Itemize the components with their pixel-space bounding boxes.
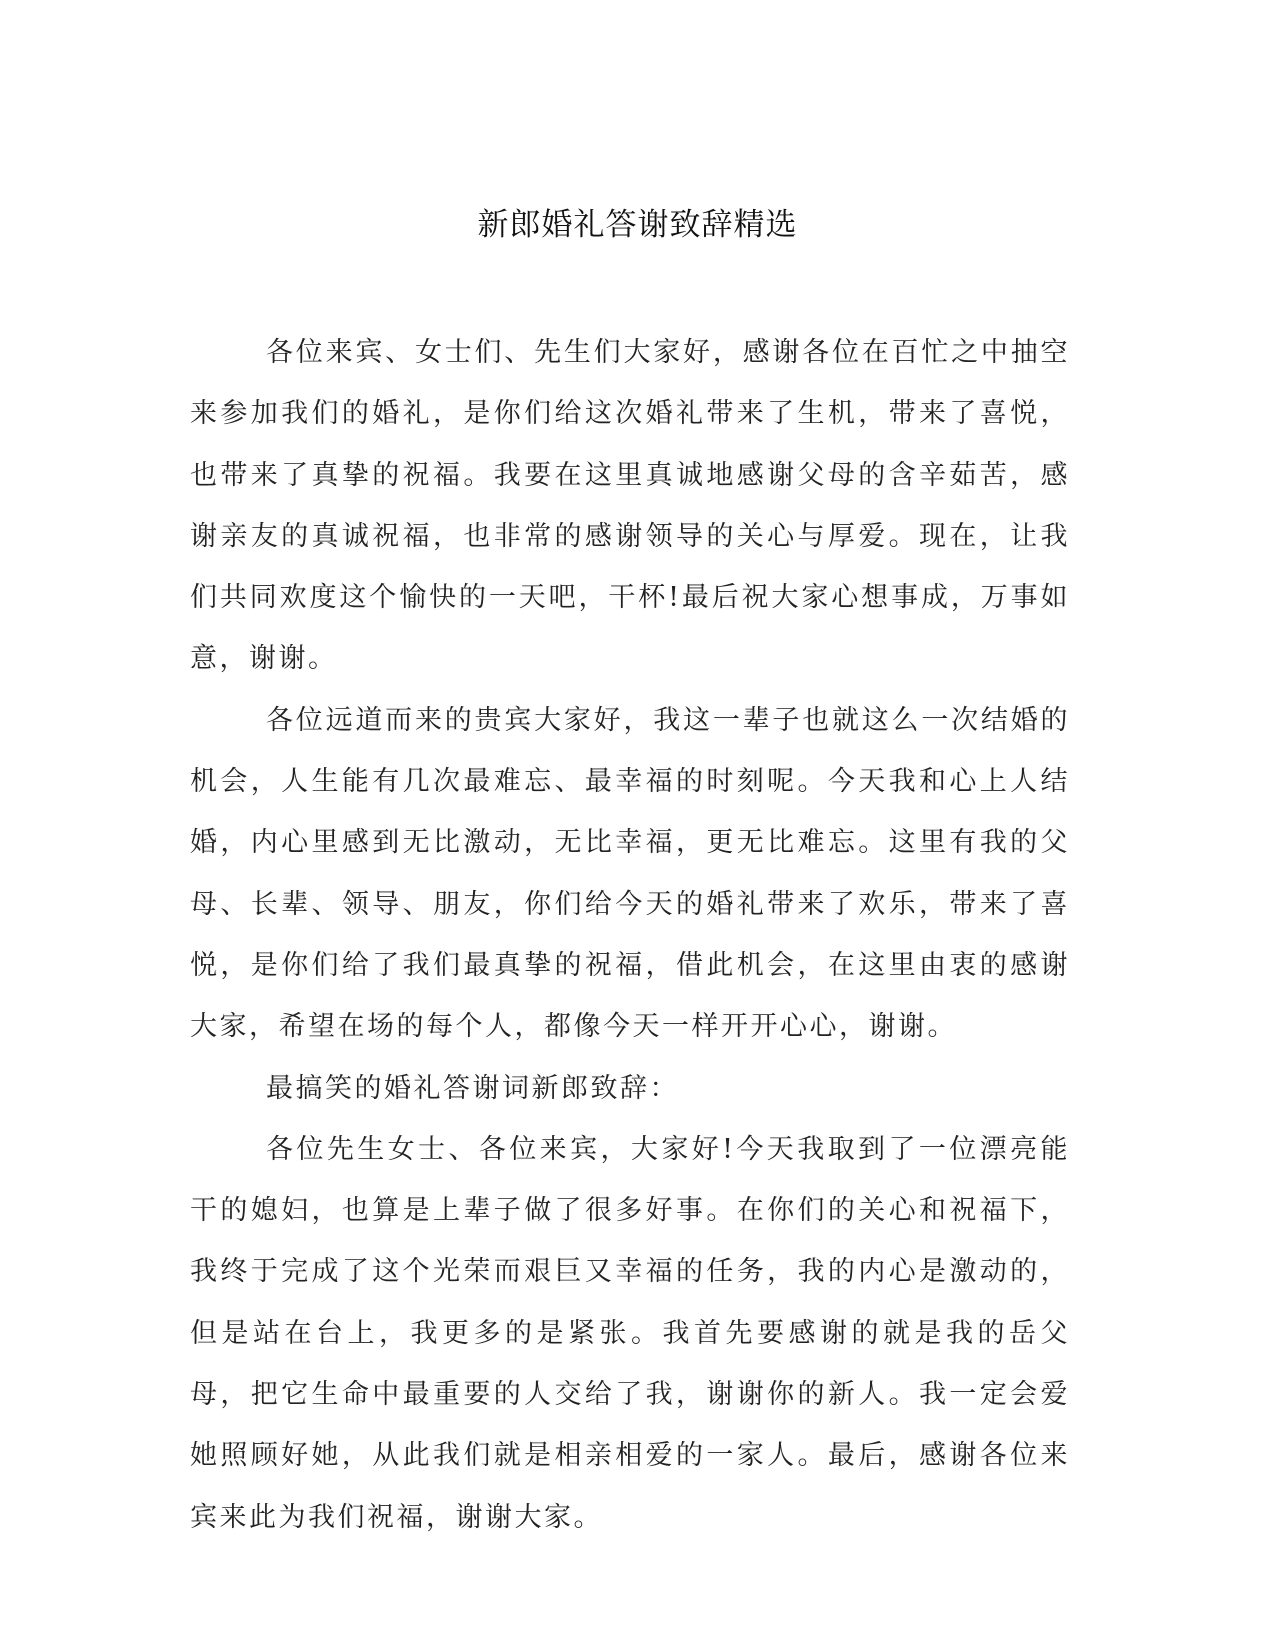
document-title: 新郎婚礼答谢致辞精选: [477, 207, 798, 243]
document-body: [190, 322, 1070, 1548]
section-heading: 最搞笑的婚礼答谢词新郎致辞：: [266, 1072, 679, 1104]
paragraph-1: 各位来宾、女士们、先生们大家好，感谢各位在百忙之中抽空来参加我们的婚礼，是你们给这次婚礼带来了生机，带来了喜悦，也带来了真挚的祝福。我要在这里真诚地感谢父母的含辛茹苦，感谢亲友的真诚祝福，也非常的感谢领导的关心与厚爱。现在，让我们共同欢度这个愉快的一天吧，干杯!最后祝大家心想事成，万事如意，谢谢。: [190, 337, 1070, 675]
paragraph-2: 各位远道而来的贵宾大家好，我这一辈子也就这么一次结婚的机会，人生能有几次最难忘、最幸福的时刻呢。今天我和心上人结婚，内心里感到无比激动，无比幸福，更无比难忘。这里有我的父母、长辈、领导、朋友，你们给今天的婚礼带来了欢乐，带来了喜悦，是你们给了我们最真挚的祝福，借此机会，在这里由衷的感谢大家，希望在场的每个人，都像今天一样开开心心，谢谢。: [190, 704, 1070, 1043]
paragraph-3: 各位先生女士、各位来宾，大家好!今天我取到了一位漂亮能干的媳妇，也算是上辈子做了很多好事。在你们的关心和祝福下，我终于完成了这个光荣而艰巨又幸福的任务，我的内心是激动的，但是站在台上，我更多的是紧张。我首先要感谢的就是我的岳父母，把它生命中最重要的人交给了我，谢谢你的新人。我一定会爱她照顾好她，从此我们就是相亲相爱的一家人。最后，感谢各位来宾来此为我们祝福，谢谢大家。: [190, 1133, 1070, 1533]
